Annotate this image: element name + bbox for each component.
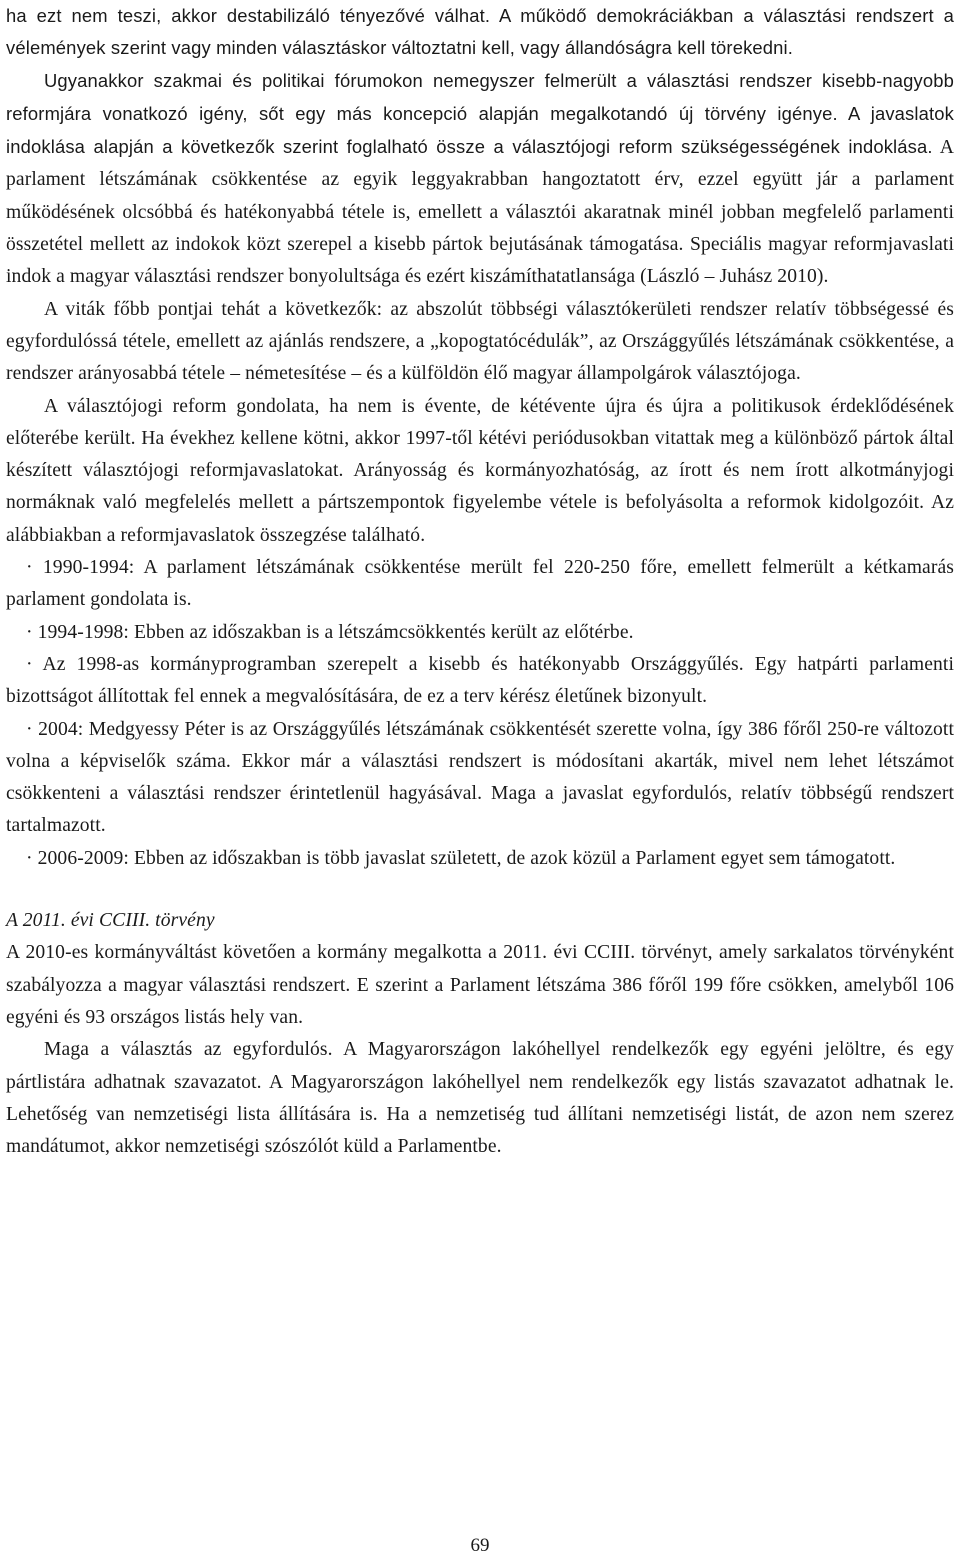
paragraph-reform-need [6,65,954,294]
paragraph-reform-idea: A választójogi reform gondolata, ha nem is évente, de kétévente újra és újra a politikusok érdeklődésének előterébe került. Ha évekhez kellene kötni, akkor 1997-től kétévi periódusokban vitattak meg a különböző pártok által készített választójogi reformjavaslatokat. Arányosság és kormányozhatóság, az írott és nem írott alkotmányjogi normáknak való megfelelés mellett a pártszempontok figyelembe vétele is befolyásolta a reformok kidolgozóit. Az alábbiakban a reformjavaslatok összegzése található. [6,395,954,546]
paragraph-reform-need-sans: Ugyanakkor szakmai és politikai fórumokon nemegyszer felmerült a választási rendszer kisebb-nagyobb reformjára vonatkozó igény, sőt egy más koncepció alapján megalkotandó új törvény igénye. A javaslatok indoklása alapján a következők szerint foglalható össze a választójogi reform szükségességének indoklása. [6,69,954,158]
section-heading: A 2011. évi CCIII. törvény [6,910,215,932]
page-number: 69 [470,1535,490,1556]
list-item-1998: · Az 1998-as kormányprogramban szerepelt a kisebb és hatékonyabb Országgyűlés. Egy hatpárti parlamenti bizottságot állítottak fel ennek a megvalósítására, de ez a terv kérész életűnek bizonyult. [6,653,954,708]
list-item-1990-1994: · 1990-1994: A parlament létszámának csökkentése merült fel 220-250 főre, emellett felmerült a kétkamarás parlament gondolata is. [6,557,954,611]
list-item-1994-1998: · 1994-1998: Ebben az időszakban is a létszámcsökkentés került az előtérbe. [26,621,634,643]
paragraph-law-2011: A 2010-es kormányváltást követően a kormány megalkotta a 2011. évi CCIII. törvényt, amely sarkalatos törvényként szabályozza a magyar választási rendszert. E szerint a Parlament létszáma 386 főről 199 főre csökken, amelyből 106 egyéni és 93 országos listás hely van. [6,942,954,1028]
paragraph-debate-points: A viták főbb pontjai tehát a következők: az abszolút többségi választókerületi rendszer relatív többségessé és egyfordulóssá tétele, emellett az ajánlás rendszere, a „kopogtatócédulák”, az Országgyűlés létszámának csökkentése, a rendszer arányosabbá tétele – németesítése – és a külföldön élő magyar állampolgárok választójoga. [6,298,954,385]
list-item-2006-2009: · 2006-2009: Ebben az időszakban is több javaslat született, de azok közül a Parlament egyet sem támogatott. [26,847,896,869]
paragraph-intro: ha ezt nem teszi, akkor destabilizáló tényezővé válhat. A működő demokráciákban a választási rendszert a vélemények szerint vagy minden választáskor változtatni kell, vagy állandóságra kell törekedni. [6,5,954,59]
paragraph-election-rules: Maga a választás az egyfordulós. A Magyarországon lakóhellyel rendelkezők egy egyéni jelöltre, és egy pártlistára adhatnak szavazatot. A Magyarországon lakóhellyel nem rendelkezők egy listás szavazatot adhatnak le. Lehetőség van nemzetiségi lista állítására is. Ha a nemzetiség tud állítani nemzetiségi listát, de azon nem szerez mandátumot, akkor nemzetiségi szószólót küld a Parlamentbe. [6,1039,954,1158]
page-body [6,0,954,1163]
list-item-2004: · 2004: Medgyessy Péter is az Országgyűlés létszámának csökkentését szerette volna, így 386 főről 250-re változott volna a képviselők száma. Ekkor már a választási rendszert is módosítani akarták, mivel nem lehet létszámot csökkenteni a választási rendszer érintetlenül hagyásával. Maga a javaslat egyfordulós, relatív többségű rendszert tartalmazott. [6,718,954,837]
paragraph-reform-need-serif: A parlament létszámának csökkentése az egyik leggyakrabban hangoztatott érv, ezzel együtt jár a parlament működésének olcsóbbá és hatékonyabbá tétele is, emellett a választói akaratnak minél jobban megfelelő parlamenti összetétel mellett az indokok közt szerepel a kisebb pártok bejutásának támogatása. Speciális magyar reformjavaslati indok a magyar választási rendszer bonyolultsága és ezért kiszámíthatatlansága (László – Juhász 2010). [6,137,954,288]
